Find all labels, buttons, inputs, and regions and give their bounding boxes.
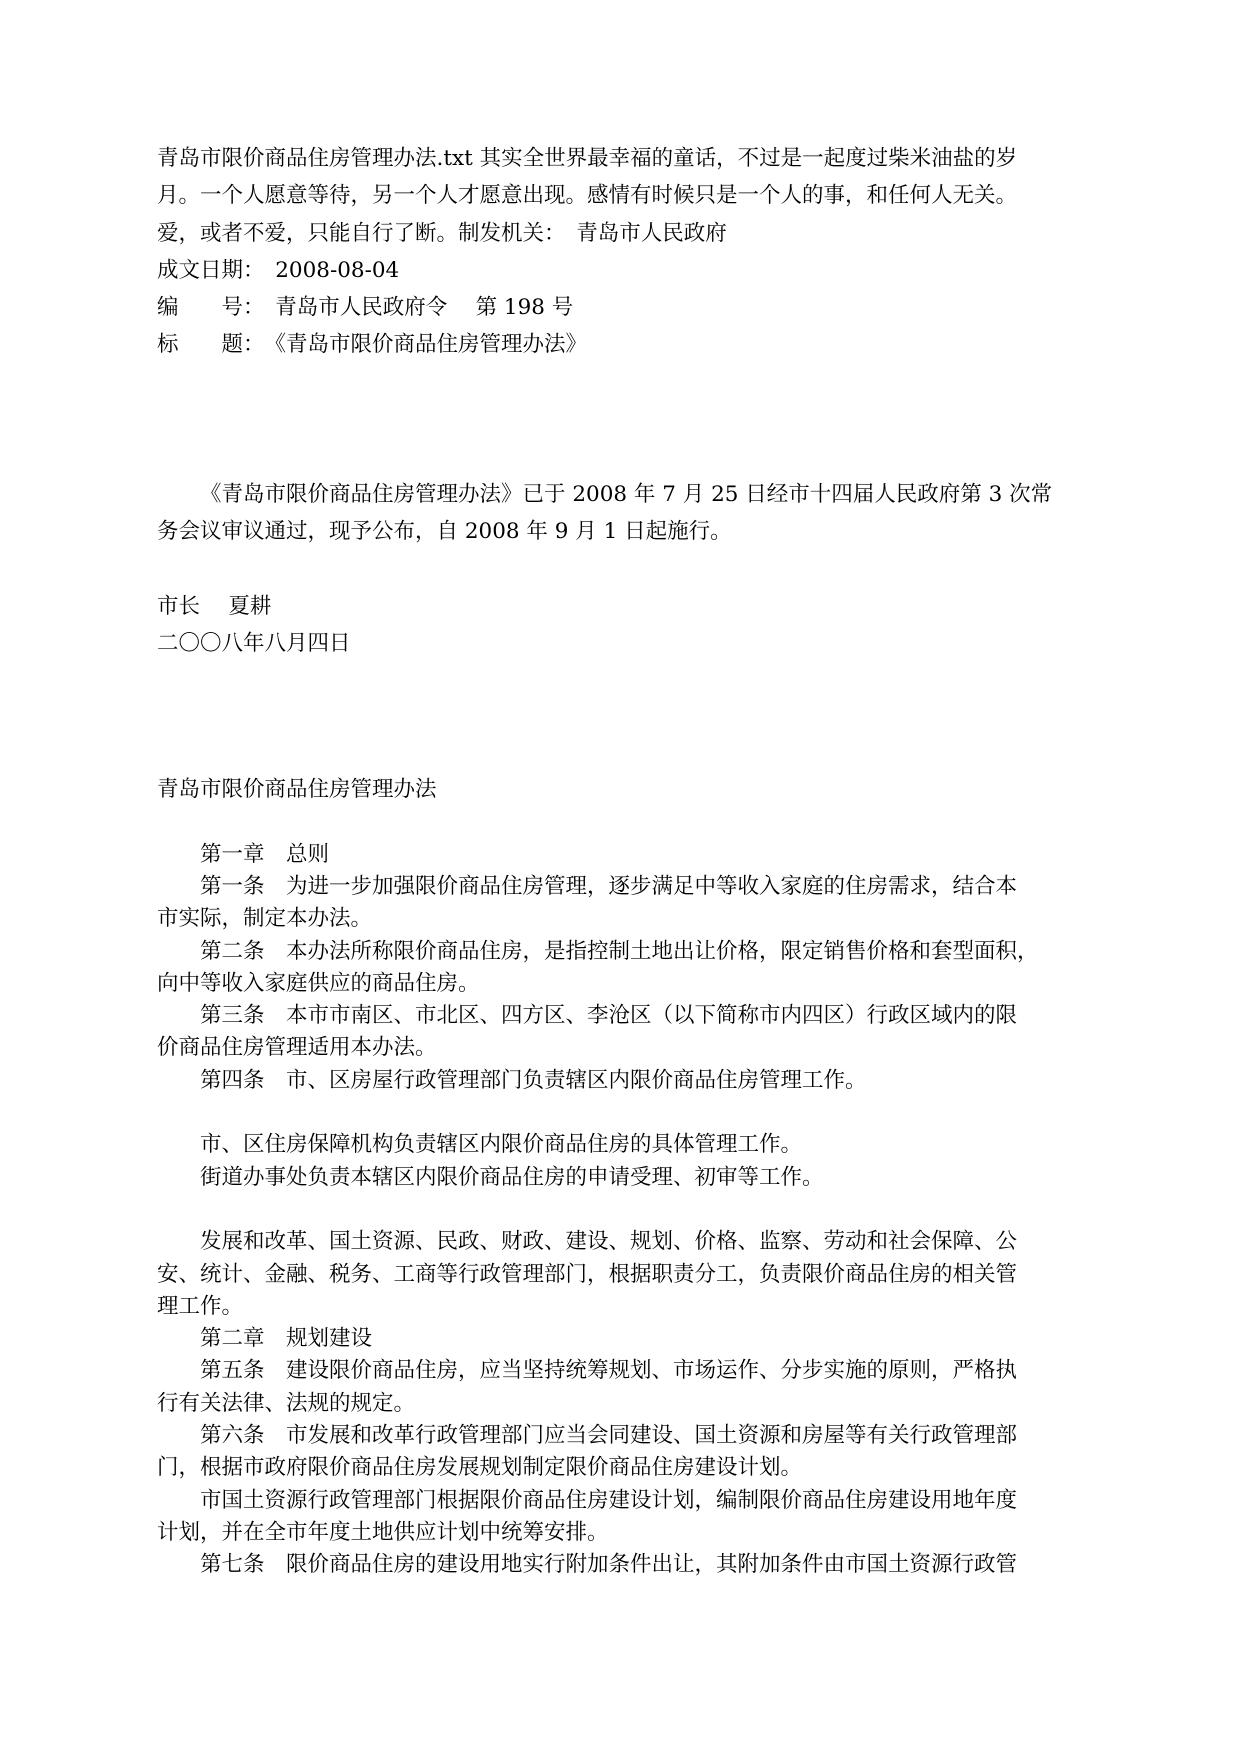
text-line: 市实际，制定本办法。 (157, 906, 373, 932)
blank-line (157, 401, 1082, 438)
document-title: 青岛市限价商品住房管理办法 (157, 777, 437, 803)
document-header-section (157, 140, 1082, 774)
issue-date-line: 成文日期： 2008-08-04 (157, 257, 400, 283)
blank-line (157, 806, 1082, 838)
article-line: 第四条 市、区房屋行政管理部门负责辖区内限价商品住房管理工作。 (200, 1067, 867, 1093)
article-line: 第一条 为进一步加强限价商品住房管理，逐步满足中等收入家庭的住房需求，结合本 (200, 873, 1018, 899)
filename-intro-line: 青岛市限价商品住房管理办法.txt 其实全世界最幸福的童话，不过是一起度过柴米油盐的岁 (157, 146, 1018, 171)
text-line: 发展和改革、国土资源、民政、财政、建设、规划、价格、监察、劳动和社会保障、公 (200, 1229, 1018, 1255)
document-body-section (157, 774, 1082, 1581)
text-line: 价商品住房管理适用本办法。 (157, 1035, 437, 1061)
promulgation-wrap-line: 务会议审议通过，现予公布，自 2008 年 9 月 1 日起施行。 (157, 518, 732, 544)
issuing-authority-line: 爱，或者不爱，只能自行了断。制发机关： 青岛市人民政府 (157, 220, 727, 246)
text-line: 理工作。 (157, 1293, 244, 1319)
text-line: 计划，并在全市年度土地供应计划中统筹安排。 (157, 1519, 609, 1545)
text-line: 安、统计、金融、税务、工商等行政管理部门，根据职责分工，负责限价商品住房的相关管 (157, 1261, 1018, 1287)
text-line: 市、区住房保障机构负责辖区内限价商品住房的具体管理工作。 (200, 1132, 803, 1158)
blank-line (157, 364, 1082, 401)
article-line: 第六条 市发展和改革行政管理部门应当会同建设、国土资源和房屋等有关行政管理部 (200, 1422, 1018, 1448)
chapter-heading-line: 第二章 规划建设 (200, 1326, 373, 1352)
intro-wrap-line: 月。一个人愿意等待，另一个人才愿意出现。感情有时候只是一个人的事，和任何人无关。 (157, 183, 1018, 209)
text-line: 向中等收入家庭供应的商品住房。 (157, 970, 480, 996)
document-number-line: 编 号： 青岛市人民政府令 第 198 号 (157, 295, 574, 321)
blank-line (157, 1194, 1082, 1226)
text-line: 门，根据市政府限价商品住房发展规划制定限价商品住房建设计划。 (157, 1455, 803, 1481)
blank-line (157, 737, 1082, 774)
blank-line (157, 550, 1082, 587)
article-line: 第五条 建设限价商品住房，应当坚持统筹规划、市场运作、分步实施的原则，严格执 (200, 1358, 1018, 1384)
signature-date-line: 二〇〇八年八月四日 (157, 630, 351, 656)
document-title-line: 标 题： 《青岛市限价商品住房管理办法》 (157, 332, 588, 358)
blank-line (157, 699, 1082, 736)
blank-line (157, 438, 1082, 475)
text-line: 行有关法律、法规的规定。 (157, 1390, 416, 1416)
promulgation-line: 《青岛市限价商品住房管理办法》已于 2008 年 7 月 25 日经市十四届人民政府第 3 次常 (200, 481, 1053, 507)
mayor-signature-line: 市长 夏耕 (157, 593, 272, 619)
article-line: 第七条 限价商品住房的建设用地实行附加条件出让，其附加条件由市国土资源行政管 (200, 1552, 1018, 1578)
text-line: 市国土资源行政管理部门根据限价商品住房建设计划，编制限价商品住房建设用地年度 (200, 1487, 1018, 1513)
chapter-heading-line: 第一章 总则 (200, 841, 330, 867)
blank-line (157, 1097, 1082, 1129)
article-line: 第二条 本办法所称限价商品住房，是指控制土地出让价格，限定销售价格和套型面积， (200, 938, 1039, 964)
blank-line (157, 662, 1082, 699)
text-line: 街道办事处负责本辖区内限价商品住房的申请受理、初审等工作。 (200, 1164, 824, 1190)
article-line: 第三条 本市市南区、市北区、四方区、李沧区（以下简称市内四区）行政区域内的限 (200, 1003, 1018, 1029)
